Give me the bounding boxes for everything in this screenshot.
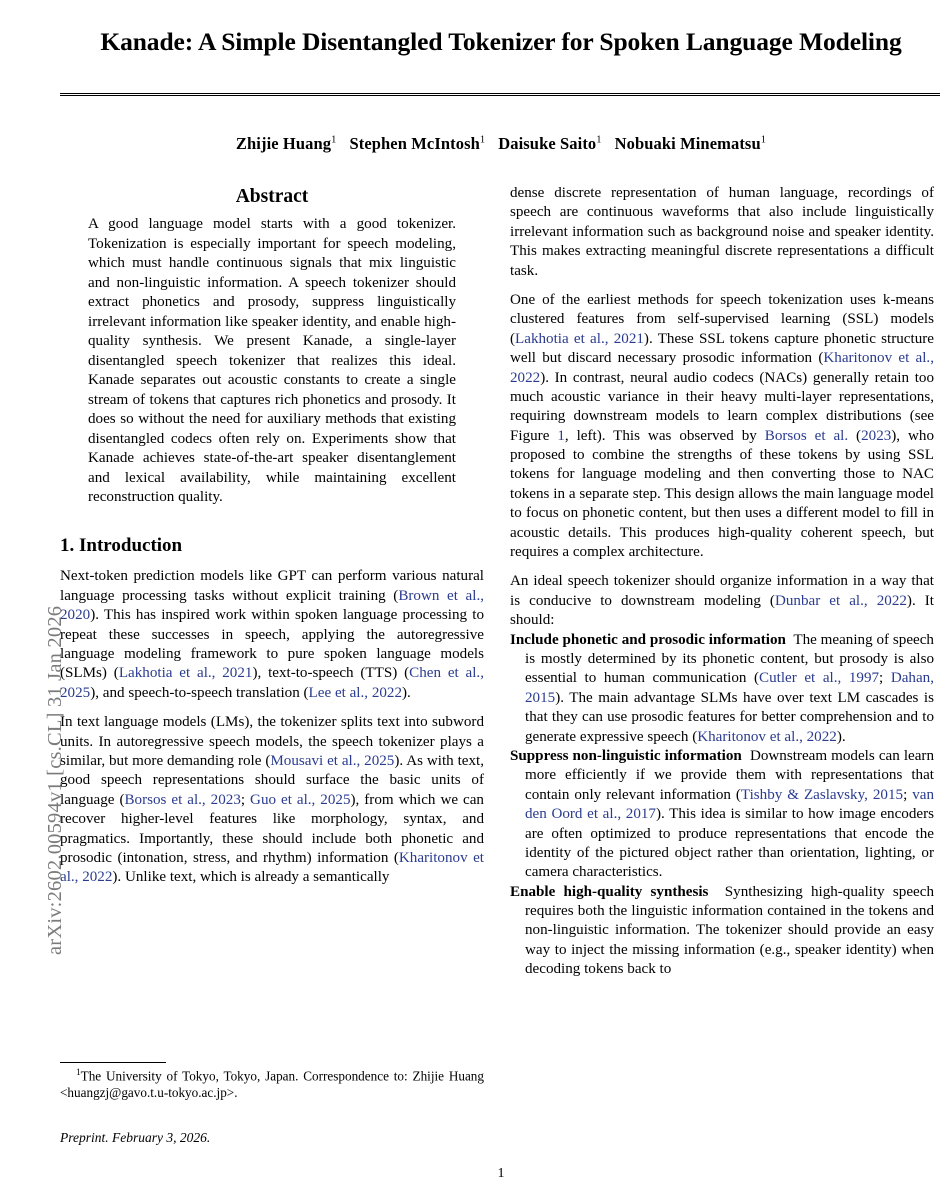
text-run: ;: [879, 670, 891, 687]
right-paragraph-3: [510, 572, 934, 630]
text-run: ;: [240, 791, 251, 808]
left-column: [60, 184, 484, 888]
paper-page: [60, 0, 942, 1200]
author-entry: [236, 134, 337, 153]
intro-paragraph-1: [60, 567, 484, 703]
text-run: ). As with text, good speech representations should surface the basic units of language (: [60, 752, 484, 808]
citation-link[interactable]: Borsos et al., 2023: [124, 791, 241, 808]
footnote-marker: 1: [76, 1068, 81, 1078]
citation-link[interactable]: Dahan, 2015: [525, 670, 934, 706]
citation-link[interactable]: Brown et al., 2020: [60, 587, 484, 624]
definition-term: Suppress non-linguistic information: [510, 747, 742, 764]
text-run: (: [848, 427, 862, 444]
page-number: 1: [497, 1166, 505, 1181]
citation-link[interactable]: Lakhotia et al., 2021: [118, 665, 253, 682]
author-affiliation-marker: 1: [331, 134, 337, 146]
citation-link[interactable]: Lee et al., 2022: [308, 684, 403, 701]
list-item: [510, 631, 934, 747]
text-run: ). It should:: [510, 592, 935, 629]
citation-link[interactable]: Kharitonov et al., 2022: [697, 728, 837, 745]
text-run: ), from which we can recover higher-level features like morphology, syntax, and pragmatics. Importantly, these should include both phonetic and prosodic (intonation, stress, and rhythm) information (: [60, 791, 484, 866]
author-entry: [498, 134, 601, 153]
text-run: ). Unlike text, which is already a semantically: [112, 869, 390, 886]
text-run: ). This idea is similar to how image encoders are often optimized to produce representations that encode the identity of the pictured object rather than orientation, lighting, or camera characteristics.: [525, 806, 934, 881]
body-columns: [60, 184, 942, 1184]
citation-link[interactable]: Guo et al., 2025: [250, 791, 351, 808]
abstract-body: A good language model starts with a good tokenizer. Tokenization is especially important for speech modeling, which must handle continuous signals that mix linguistic and non-linguistic information. A speech tokenizer should extract phonetics and prosody, suppress linguistically irrelevant information like speaker identity, and enable high-quality synthesis. We present Kanade, a single-layer disentangled speech tokenizer that realizes this ideal. Kanade separates out acoustic constants to create a single stream of tokens that captures rich phonetics and prosody. It does so without the need for auxiliary methods that existing disentangled codecs often rely on. Experiments show that Kanade achieves state-of-the-art speaker disentanglement and lexical availability, while maintaining excellent reconstruction quality.: [88, 216, 456, 506]
text-run: , left). This was observed by: [564, 427, 765, 444]
author-name: Zhijie Huang: [235, 134, 332, 154]
citation-link[interactable]: Tishby & Zaslavsky, 2015: [740, 786, 904, 803]
citation-link[interactable]: van den Oord et al., 2017: [525, 786, 935, 823]
text-run: Next-token prediction models like GPT can perform various natural language processing tasks without explicit training (: [60, 568, 484, 604]
author-name: Nobuaki Minematsu: [614, 134, 761, 154]
author-name: Stephen McIntosh: [349, 134, 480, 154]
footnote-divider: [60, 1062, 166, 1063]
right-column: [510, 184, 934, 980]
footnote-body: The University of Tokyo, Tokyo, Japan. Correspondence to: Zhijie Huang <huangzj@gavo.t.u-tokyo.ac.jp>.: [60, 1068, 484, 1101]
text-run: An ideal speech tokenizer should organize information in a way that is conducive to downstream modeling (: [510, 573, 934, 609]
abstract-section: [60, 184, 484, 508]
title-block: [60, 0, 942, 96]
text-run: ), who proposed to combine the strengths of these tokens by using SSL tokens for language modeling and then converting those to NAC tokens in a separate step. This design allows the main language model to focus on phonetic content, but then uses a different model to fill in acoustic details. This produces high-quality coherent speech, but requires a complex architecture.: [510, 427, 935, 561]
citation-link[interactable]: Lakhotia et al., 2021: [515, 330, 644, 347]
text-run: ). In contrast, neural audio codecs (NACs) generally retain too much acoustic variance in their heavy multi-layer representations, requiring downstream models to learn complex distributions (see Figure: [510, 369, 934, 444]
list-item: [510, 883, 934, 980]
citation-link[interactable]: Chen et al., 2025: [60, 665, 484, 701]
definition-term: Include phonetic and prosodic information: [510, 631, 786, 648]
text-run: ), and speech-to-speech translation (: [90, 684, 309, 701]
arxiv-stamp: [0, 0, 66, 1200]
author-affiliation-marker: 1: [760, 134, 767, 146]
section-heading-introduction: 1. Introduction: [60, 535, 183, 557]
text-run: The meaning of speech is mostly determined by its phonetic content, but prosody is also essential to human communication (: [525, 631, 934, 687]
footnote-text: [60, 1068, 484, 1102]
arxiv-stamp-text: arXiv:2602.00594v1 [cs.CL] 31 Jan 2026: [44, 605, 66, 955]
definition-term: Enable high-quality synthesis: [510, 883, 709, 900]
intro-paragraph-2: [60, 713, 484, 888]
author-list: [60, 134, 942, 154]
footnote-block: [60, 1062, 484, 1146]
text-run: ). These SSL tokens capture phonetic structure well but discard necessary prosodic information (: [510, 330, 934, 367]
author-affiliation-marker: 1: [596, 134, 602, 146]
text-run: ).: [402, 684, 411, 701]
title-divider: [60, 93, 940, 96]
figure-reference-link[interactable]: 1: [557, 427, 565, 444]
text-run: Downstream models can learn more efficiently if we provide them with representations that contain only relevant information (: [525, 747, 934, 803]
abstract-heading: Abstract: [235, 186, 309, 207]
requirements-list: [510, 631, 934, 980]
text-run: ;: [903, 786, 913, 803]
text-run: One of the earliest methods for speech tokenization uses k-means clustered features from self-supervised learning (SSL) models (: [510, 291, 934, 347]
preprint-line: Preprint. February 3, 2026.: [60, 1130, 211, 1146]
text-run: ). The main advantage SLMs have over text LM cascades is that they can use prosodic features for better comprehension and to generate expressive speech (: [525, 689, 934, 745]
citation-link[interactable]: Borsos et al.: [764, 427, 849, 444]
right-paragraph-1: dense discrete representation of human language, recordings of speech are continuous waveforms that also include linguistically irrelevant information such as background noise and speaker identity. This makes extracting meaningful discrete representations a difficult task.: [510, 185, 934, 279]
citation-link[interactable]: Cutler et al., 1997: [759, 670, 880, 687]
author-affiliation-marker: 1: [479, 134, 486, 146]
page-title: Kanade: A Simple Disentangled Tokenizer for Spoken Language Modeling: [100, 27, 902, 56]
text-run: ). This has inspired work within spoken language processing to repeat these successes in speech, applying the autoregressive language modeling framework to pure spoken language models (SLMs) (: [60, 607, 484, 682]
author-entry: [349, 134, 485, 153]
citation-link[interactable]: Kharitonov et al., 2022: [510, 350, 934, 386]
text-run: ), text-to-speech (TTS) (: [252, 665, 410, 682]
author-entry: [615, 134, 766, 153]
text-run: Synthesizing high-quality speech requires both the linguistic information contained in the tokens and non-linguistic information. The tokenizer should provide an easy way to inject the missing information (e.g., speaker identity) when decoding tokens back to: [525, 883, 934, 978]
citation-link[interactable]: 2023: [861, 427, 892, 444]
citation-link[interactable]: Mousavi et al., 2025: [270, 752, 395, 769]
citation-link[interactable]: Kharitonov et al., 2022: [60, 849, 484, 886]
text-run: In text language models (LMs), the tokenizer splits text into subword units. In autoregressive speech models, the speech tokenizer plays a similar, but more demanding role (: [60, 714, 484, 769]
citation-link[interactable]: Dunbar et al., 2022: [774, 592, 907, 609]
text-run: ).: [836, 728, 846, 745]
right-paragraph-2: [510, 291, 934, 562]
author-name: Daisuke Saito: [498, 134, 597, 154]
list-item: [510, 747, 934, 883]
